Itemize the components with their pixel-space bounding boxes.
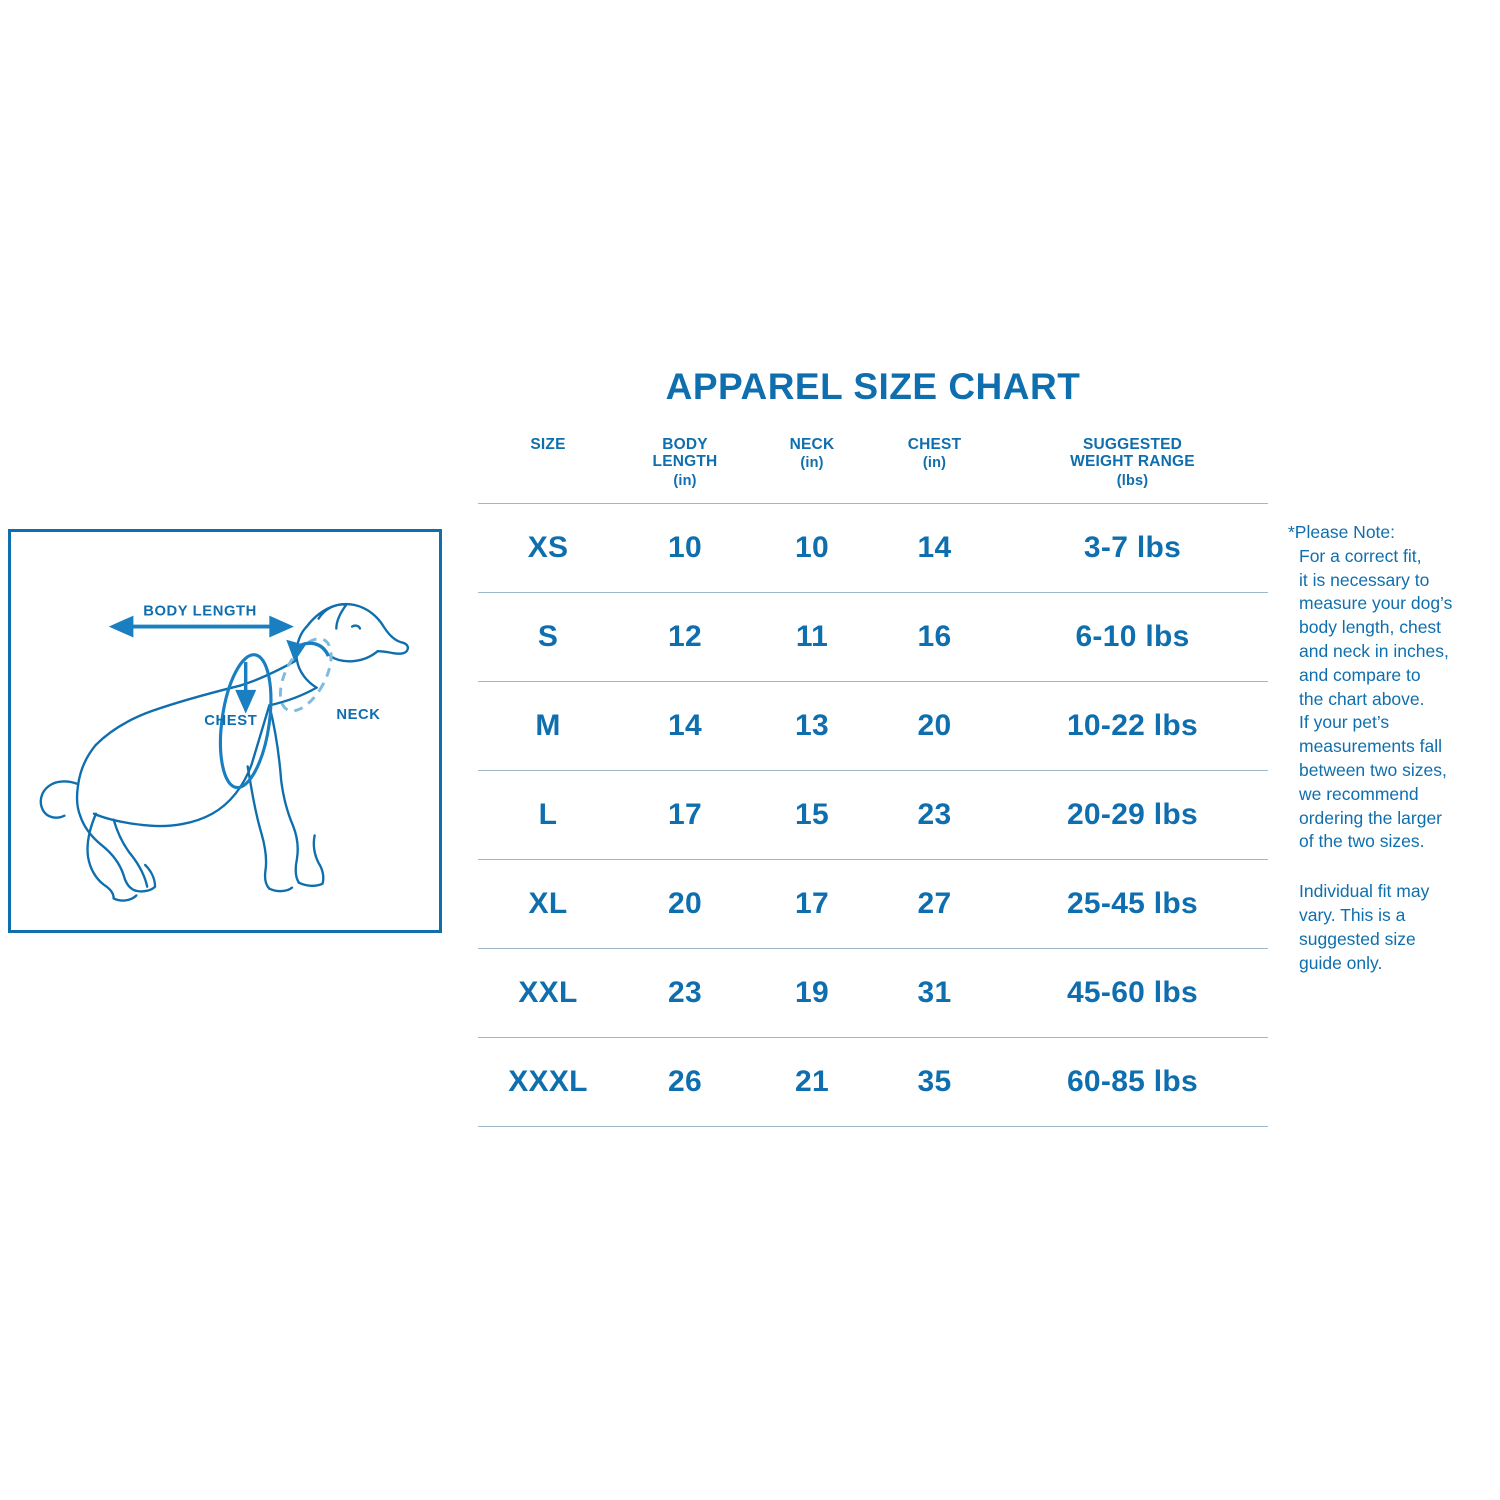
dog-measurement-diagram xyxy=(8,529,442,933)
column-header-size xyxy=(478,430,618,503)
note-line-8: If your pet’s xyxy=(1299,712,1390,733)
cell-chest: 27 xyxy=(872,859,997,948)
note-paragraph-2 xyxy=(1288,880,1488,975)
cell-weight: 6-10 lbs xyxy=(997,592,1268,681)
note2-line-4: guide only. xyxy=(1299,952,1383,973)
table-header-row xyxy=(478,430,1268,503)
cell-weight: 60-85 lbs xyxy=(997,1037,1268,1126)
cell-chest: 31 xyxy=(872,948,997,1037)
cell-size: XXL xyxy=(478,948,618,1037)
note2-line-3: suggested size xyxy=(1299,928,1416,949)
cell-size: L xyxy=(478,770,618,859)
column-header-weight xyxy=(997,430,1268,503)
table-row xyxy=(478,592,1268,681)
cell-body-length: 14 xyxy=(618,681,752,770)
table-row xyxy=(478,681,1268,770)
note2-line-1: Individual fit may xyxy=(1299,881,1430,902)
cell-size: S xyxy=(478,592,618,681)
cell-size: M xyxy=(478,681,618,770)
cell-weight: 45-60 lbs xyxy=(997,948,1268,1037)
column-header-weight-unit: (lbs) xyxy=(1116,472,1149,489)
column-header-weight-line2: WEIGHT RANGE xyxy=(1070,453,1195,471)
cell-body-length: 23 xyxy=(618,948,752,1037)
cell-chest: 20 xyxy=(872,681,997,770)
note-line-7: the chart above. xyxy=(1299,688,1425,709)
cell-neck: 17 xyxy=(752,859,872,948)
table-row xyxy=(478,859,1268,948)
cell-neck: 11 xyxy=(752,592,872,681)
cell-neck: 15 xyxy=(752,770,872,859)
note-line-9: measurements fall xyxy=(1299,736,1442,757)
note-line-12: ordering the larger xyxy=(1299,807,1442,828)
cell-chest: 35 xyxy=(872,1037,997,1126)
page-title: APPAREL SIZE CHART xyxy=(665,366,1081,407)
cell-chest: 14 xyxy=(872,503,997,592)
diagram-label-neck: NECK xyxy=(336,707,381,724)
column-header-weight-line1: SUGGESTED xyxy=(1082,436,1183,453)
cell-weight: 20-29 lbs xyxy=(997,770,1268,859)
cell-neck: 13 xyxy=(752,681,872,770)
column-header-body-length xyxy=(618,430,752,503)
cell-body-length: 20 xyxy=(618,859,752,948)
column-header-chest-label: CHEST xyxy=(907,436,962,453)
column-header-neck-unit: (in) xyxy=(800,455,824,472)
column-header-neck-label: NECK xyxy=(789,436,835,453)
please-note-block xyxy=(1288,521,1488,975)
note-paragraph-1 xyxy=(1288,521,1488,854)
note-line-10: between two sizes, xyxy=(1299,759,1447,780)
cell-neck: 19 xyxy=(752,948,872,1037)
cell-weight: 3-7 lbs xyxy=(997,503,1268,592)
note-line-6: and compare to xyxy=(1299,664,1421,685)
note-line-4: body length, chest xyxy=(1299,617,1442,638)
note-line-13: of the two sizes. xyxy=(1299,831,1425,852)
cell-neck: 10 xyxy=(752,503,872,592)
column-header-neck xyxy=(752,430,872,503)
cell-body-length: 17 xyxy=(618,770,752,859)
cell-size: XS xyxy=(478,503,618,592)
table-row xyxy=(478,770,1268,859)
note-line-5: and neck in inches, xyxy=(1299,640,1449,661)
column-header-body-length-line1: BODY xyxy=(662,436,708,453)
column-header-size-label: SIZE xyxy=(530,436,566,453)
note-heading: *Please Note: xyxy=(1288,522,1396,542)
cell-neck: 21 xyxy=(752,1037,872,1126)
cell-weight: 10-22 lbs xyxy=(997,681,1268,770)
cell-size: XXXL xyxy=(478,1037,618,1126)
diagram-label-body-length: BODY LENGTH xyxy=(143,603,257,620)
table-row xyxy=(478,503,1268,592)
column-header-body-length-line2: LENGTH xyxy=(652,453,718,471)
table-row xyxy=(478,948,1268,1037)
cell-weight: 25-45 lbs xyxy=(997,859,1268,948)
column-header-body-length-unit: (in) xyxy=(673,472,697,489)
diagram-label-chest: CHEST xyxy=(204,713,258,730)
note-line-3: measure your dog’s xyxy=(1299,593,1453,614)
cell-body-length: 12 xyxy=(618,592,752,681)
apparel-size-chart-table xyxy=(478,430,1268,1127)
cell-chest: 23 xyxy=(872,770,997,859)
column-header-chest xyxy=(872,430,997,503)
size-chart-table-wrapper xyxy=(478,430,1268,1127)
cell-body-length: 10 xyxy=(618,503,752,592)
cell-size: XL xyxy=(478,859,618,948)
note-line-11: we recommend xyxy=(1299,783,1419,804)
note-line-1: For a correct fit, xyxy=(1299,545,1422,566)
cell-body-length: 26 xyxy=(618,1037,752,1126)
note2-line-2: vary. This is a xyxy=(1299,904,1406,925)
table-row xyxy=(478,1037,1268,1126)
note-line-2: it is necessary to xyxy=(1299,569,1430,590)
column-header-chest-unit: (in) xyxy=(922,455,947,472)
cell-chest: 16 xyxy=(872,592,997,681)
